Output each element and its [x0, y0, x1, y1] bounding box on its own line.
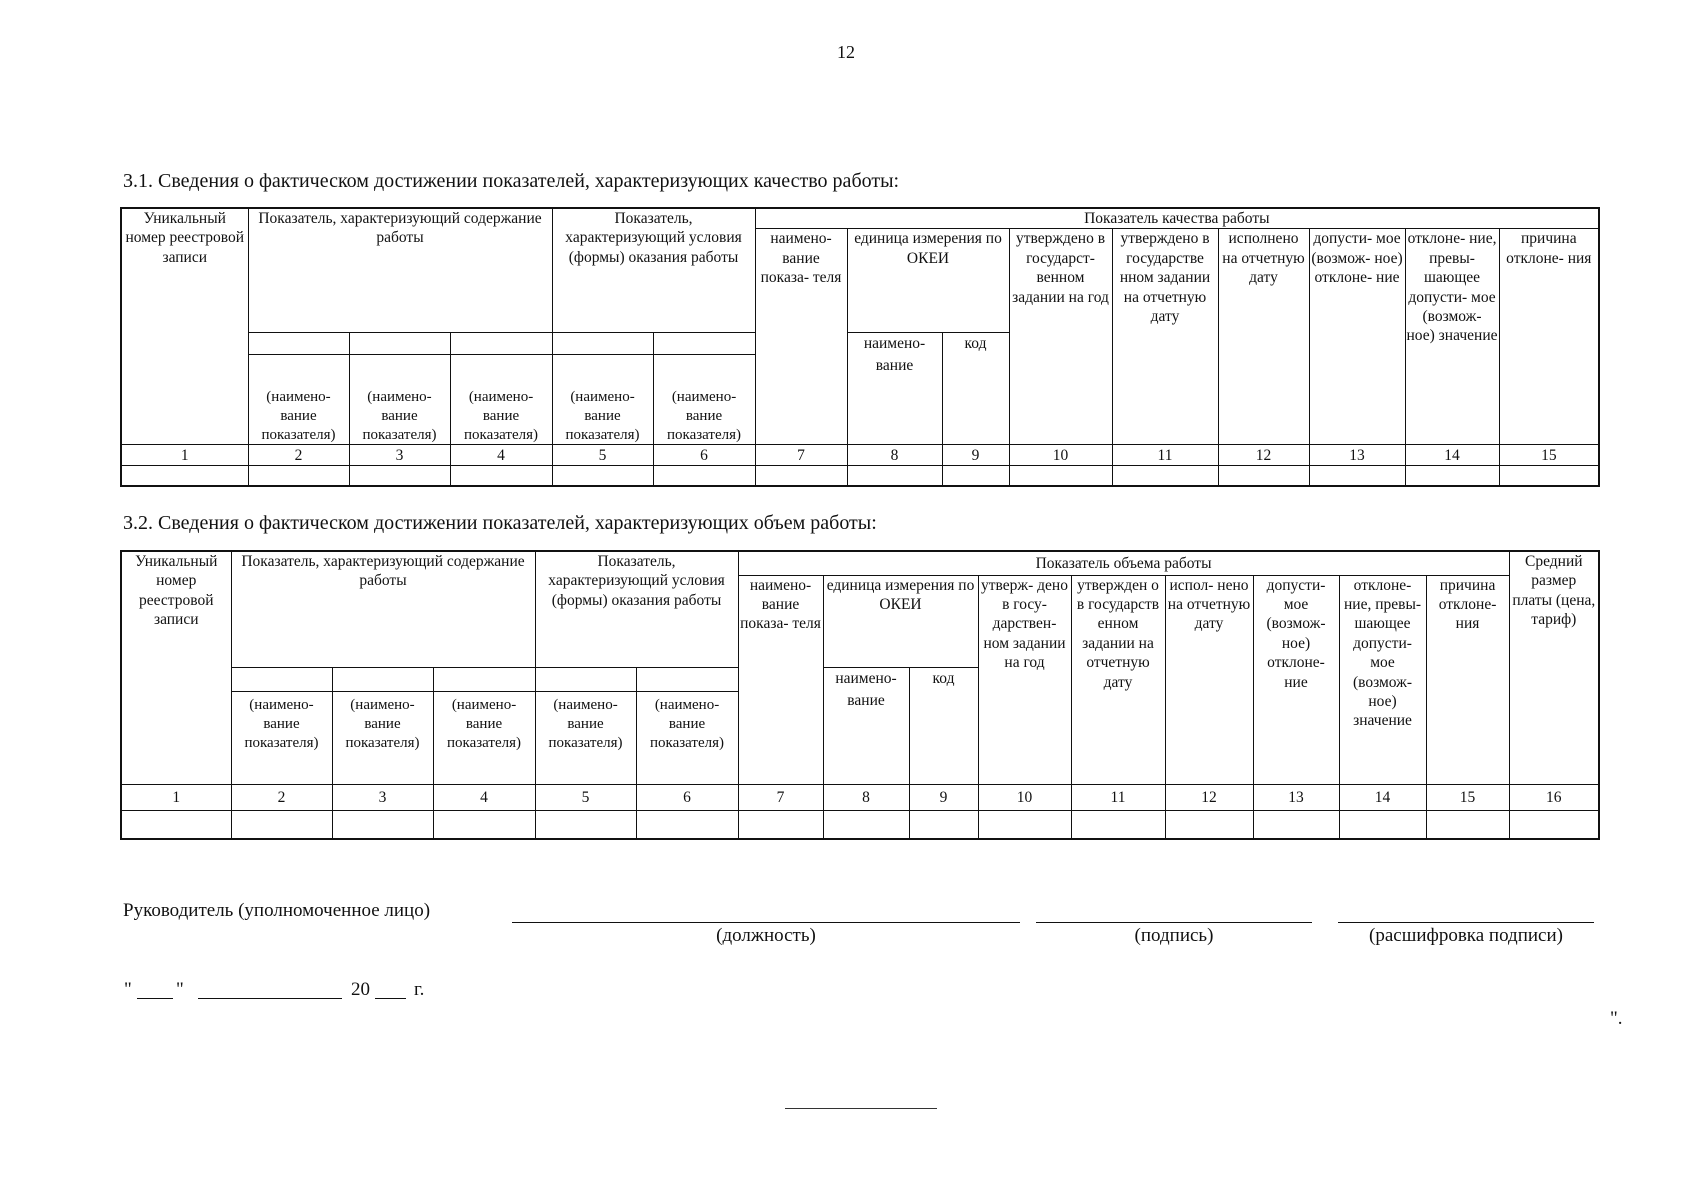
position-caption: (должность) [716, 925, 816, 946]
table1-title: 3.1. Сведения о фактическом достижении показателей, характеризующих качество работы: [123, 170, 900, 192]
header-approved-date: утверждено в государстве нном задании на отчетную дату [1112, 229, 1218, 445]
column-number: 8 [847, 445, 942, 466]
header-sub-indicator: (наимено- вание показателя) [349, 355, 450, 445]
header-deviation-reason: причина отклоне- ния [1426, 575, 1509, 784]
date-century: 20 [351, 979, 370, 1000]
data-cell[interactable] [942, 466, 1009, 486]
data-cell[interactable] [978, 811, 1071, 839]
column-number: 2 [231, 785, 332, 811]
footer-rule [785, 1108, 937, 1109]
header-approved-date: утвержден о в государств енном задании на отчетную дату [1071, 575, 1165, 784]
data-cell[interactable] [1309, 466, 1405, 486]
header-unit-code: код [909, 668, 978, 785]
column-number: 9 [909, 785, 978, 811]
signature-caption: (подпись) [1134, 925, 1214, 946]
sub-blank-cell [248, 333, 349, 355]
header-okei-unit: единица измерения по ОКЕИ [847, 229, 1009, 333]
column-number: 12 [1218, 445, 1309, 466]
data-cell[interactable] [535, 811, 636, 839]
data-cell[interactable] [433, 811, 535, 839]
signature-decode-line[interactable] [1338, 922, 1594, 923]
data-cell[interactable] [552, 466, 653, 486]
column-number: 16 [1509, 785, 1599, 811]
header-unit-code: код [942, 333, 1009, 445]
data-cell[interactable] [1339, 811, 1426, 839]
sub-blank-cell [450, 333, 552, 355]
column-number: 6 [653, 445, 755, 466]
header-approved-year: утверждено в государст- венном задании на год [1009, 229, 1112, 445]
data-cell[interactable] [1165, 811, 1253, 839]
column-number: 1 [121, 445, 248, 466]
column-number: 1 [121, 785, 231, 811]
date-day-field[interactable] [137, 982, 173, 999]
column-number: 14 [1339, 785, 1426, 811]
header-sub-indicator: (наимено- вание показателя) [433, 692, 535, 785]
sub-blank-cell [535, 668, 636, 692]
volume-table [120, 550, 1600, 840]
header-unique-number: Уникальный номер реестровой записи [121, 208, 248, 445]
header-sub-indicator: (наимено- вание показателя) [332, 692, 433, 785]
header-executed: исполнено на отчетную дату [1218, 229, 1309, 445]
header-sub-indicator: (наимено- вание показателя) [248, 355, 349, 445]
column-number: 4 [433, 785, 535, 811]
header-conditions-indicator: Показатель, характеризующий условия (формы) оказания работы [535, 551, 738, 668]
date-quote-open: " [124, 979, 132, 1000]
data-cell[interactable] [1253, 811, 1339, 839]
sub-blank-cell [349, 333, 450, 355]
header-sub-indicator: (наимено- вание показателя) [653, 355, 755, 445]
date-month-field[interactable] [198, 982, 342, 999]
signatory-label: Руководитель (уполномоченное лицо) [123, 900, 431, 921]
header-indicator-name: наимено- вание показа- теля [755, 229, 847, 445]
data-cell[interactable] [755, 466, 847, 486]
page-number: 12 [837, 42, 855, 62]
header-content-indicator: Показатель, характеризующий содержание работы [248, 208, 552, 333]
column-number: 8 [823, 785, 909, 811]
date-quote-close: " [176, 979, 184, 1000]
header-sub-indicator: (наимено- вание показателя) [231, 692, 332, 785]
signature-decode-caption: (расшифровка подписи) [1369, 925, 1563, 946]
column-number: 10 [1009, 445, 1112, 466]
column-number: 11 [1071, 785, 1165, 811]
column-number: 13 [1253, 785, 1339, 811]
closing-quote-mark: ". [1610, 1008, 1623, 1029]
column-number: 9 [942, 445, 1009, 466]
column-number: 13 [1309, 445, 1405, 466]
header-allowed-deviation: допусти- мое (возмож- ное) отклоне- ние [1253, 575, 1339, 784]
data-cell[interactable] [248, 466, 349, 486]
column-number: 3 [332, 785, 433, 811]
data-cell[interactable] [349, 466, 450, 486]
column-number: 7 [755, 445, 847, 466]
header-volume-group: Показатель объема работы [738, 551, 1509, 575]
data-cell[interactable] [121, 466, 248, 486]
header-okei-unit: единица измерения по ОКЕИ [823, 575, 978, 668]
column-number: 6 [636, 785, 738, 811]
header-allowed-deviation: допусти- мое (возмож- ное) отклоне- ние [1309, 229, 1405, 445]
header-executed: испол- нено на отчетную дату [1165, 575, 1253, 784]
data-cell[interactable] [738, 811, 823, 839]
data-cell[interactable] [121, 811, 231, 839]
column-number: 15 [1499, 445, 1599, 466]
data-cell[interactable] [1509, 811, 1599, 839]
position-line[interactable] [512, 922, 1020, 923]
data-cell[interactable] [636, 811, 738, 839]
column-number: 5 [552, 445, 653, 466]
sub-blank-cell [653, 333, 755, 355]
signature-line[interactable] [1036, 922, 1312, 923]
header-exceeding-deviation: отклоне- ние, превы- шающее допусти- мое (возмож- ное) значение [1405, 229, 1499, 445]
header-deviation-reason: причина отклоне- ния [1499, 229, 1599, 445]
sub-blank-cell [433, 668, 535, 692]
sub-blank-cell [231, 668, 332, 692]
column-number: 11 [1112, 445, 1218, 466]
header-unique-number: Уникальный номер реестровой записи [121, 551, 231, 785]
header-sub-indicator: (наимено- вание показателя) [450, 355, 552, 445]
data-cell[interactable] [653, 466, 755, 486]
header-indicator-name: наимено- вание показа- теля [738, 575, 823, 784]
data-cell[interactable] [847, 466, 942, 486]
sub-blank-cell [552, 333, 653, 355]
header-exceeding-deviation: отклоне- ние, превы- шающее допусти- мое (возмож- ное) значение [1339, 575, 1426, 784]
sub-blank-cell [636, 668, 738, 692]
column-number: 15 [1426, 785, 1509, 811]
header-sub-indicator: (наимено- вание показателя) [636, 692, 738, 785]
column-number: 7 [738, 785, 823, 811]
header-quality-group: Показатель качества работы [755, 208, 1599, 229]
table2-title: 3.2. Сведения о фактическом достижении показателей, характеризующих объем работы: [123, 512, 877, 534]
header-average-fee: Средний размер платы (цена, тариф) [1509, 551, 1599, 785]
data-cell[interactable] [1405, 466, 1499, 486]
header-sub-indicator: (наимено- вание показателя) [552, 355, 653, 445]
data-cell[interactable] [1218, 466, 1309, 486]
header-unit-name: наимено- вание [823, 668, 909, 785]
column-number: 12 [1165, 785, 1253, 811]
header-unit-name: наимено- вание [847, 333, 942, 445]
data-cell[interactable] [332, 811, 433, 839]
column-number: 2 [248, 445, 349, 466]
header-content-indicator: Показатель, характеризующий содержание работы [231, 551, 535, 668]
date-year-suffix: г. [414, 979, 425, 1000]
header-approved-year: утверж- дено в госу- дарствен- ном задании на год [978, 575, 1071, 784]
date-year-field[interactable] [375, 982, 406, 999]
header-sub-indicator: (наимено- вание показателя) [535, 692, 636, 785]
data-cell[interactable] [231, 811, 332, 839]
data-cell[interactable] [1009, 466, 1112, 486]
sub-blank-cell [332, 668, 433, 692]
column-number: 5 [535, 785, 636, 811]
data-cell[interactable] [1071, 811, 1165, 839]
data-cell[interactable] [450, 466, 552, 486]
quality-table [120, 207, 1600, 487]
data-cell[interactable] [1499, 466, 1599, 486]
column-number: 14 [1405, 445, 1499, 466]
column-number: 3 [349, 445, 450, 466]
column-number: 4 [450, 445, 552, 466]
data-cell[interactable] [823, 811, 909, 839]
data-cell[interactable] [1426, 811, 1509, 839]
data-cell[interactable] [909, 811, 978, 839]
column-number: 10 [978, 785, 1071, 811]
header-conditions-indicator: Показатель, характеризующий условия (формы) оказания работы [552, 208, 755, 333]
data-cell[interactable] [1112, 466, 1218, 486]
